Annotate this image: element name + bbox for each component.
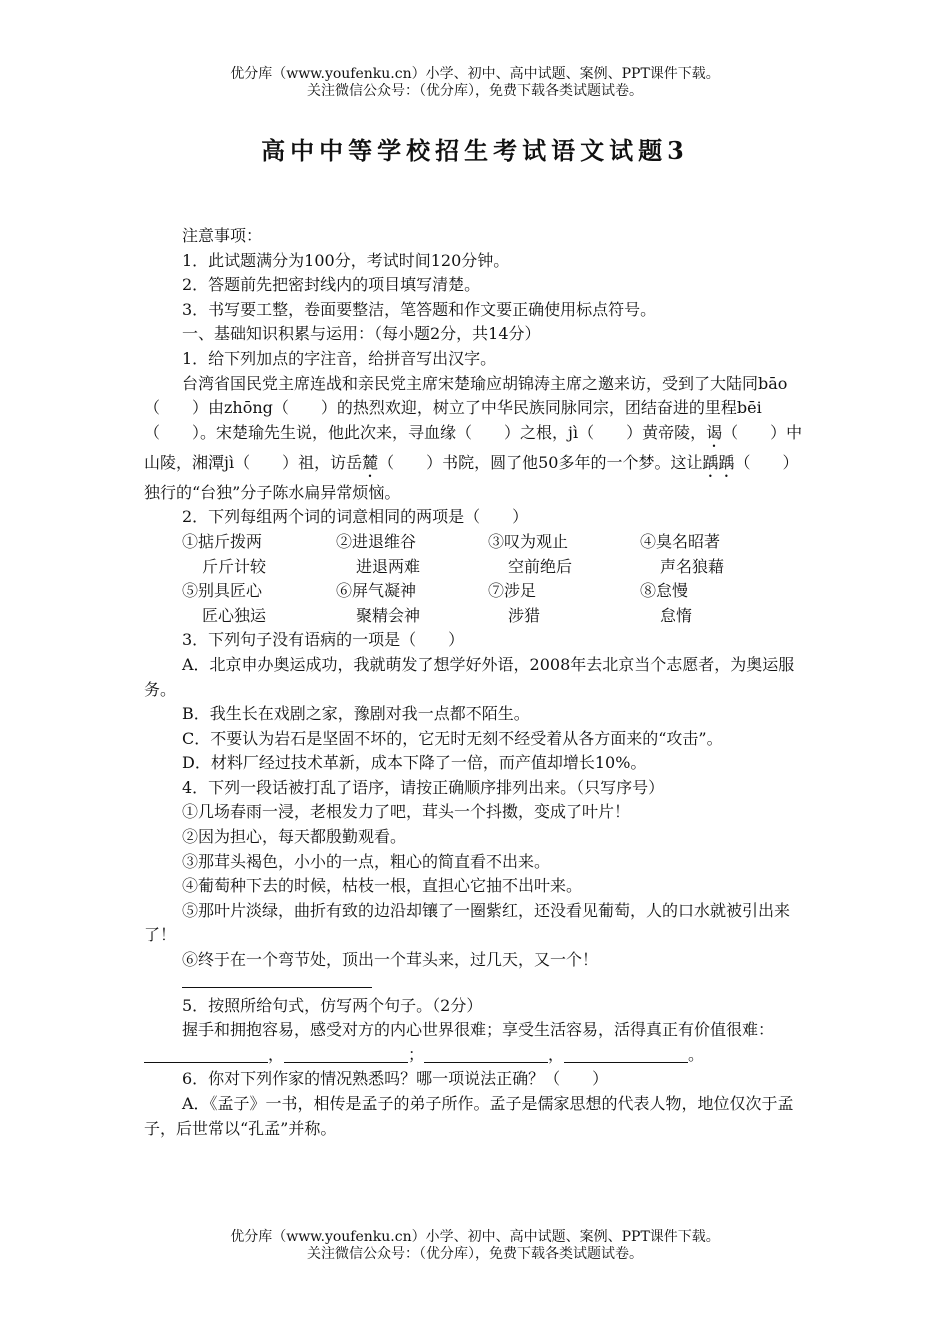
option: 空前绝后 [508, 556, 573, 576]
q2-options-row [144, 579, 810, 604]
option: ⑥屏气凝神 [336, 581, 417, 601]
answer-blank [424, 1046, 548, 1063]
q4-answer-line [182, 979, 372, 988]
q6-option-a: A．《孟子》一书，相传是孟子的弟子所作。孟子是儒家思想的代表人物，地位仅次于孟子，后世常以“孔孟”并称。 [144, 1094, 794, 1138]
option: ⑧怠慢 [640, 581, 689, 601]
option: ⑤别具匠心 [182, 581, 263, 601]
q3-option-a: A．北京申办奥运成功，我就萌发了想学好外语，2008年去北京当个志愿者，为奥运服务。 [144, 654, 795, 699]
q6-stem: 6．你对下列作家的情况熟悉吗？哪一项说法正确？（ ） [182, 1069, 609, 1089]
footer-line-2: 关注微信公众号：（优分库），免费下载各类试题试卷。 [307, 1246, 643, 1262]
q3-stem: 3．下列句子没有语病的一项是（ ） [182, 630, 465, 650]
dotted-char: 谒 [706, 422, 723, 442]
header-line-2: 关注微信公众号：（优分库），免费下载各类试题试卷。 [307, 83, 643, 99]
q3-option-b: B．我生长在戏剧之家，豫剧对我一点都不陌生。 [182, 704, 530, 724]
option: 声名狼藉 [660, 556, 725, 576]
q2-stem: 2．下列每组两个词的词意相同的两项是（ ） [182, 507, 529, 527]
page-title: 高中中等学校招生考试语文试题3 [261, 136, 689, 165]
option: ④臭名昭著 [640, 531, 721, 551]
q2-options-row [144, 604, 810, 629]
note-item: 1．此试题满分为100分，考试时间120分钟。 [182, 250, 510, 270]
q2-options-row [144, 555, 810, 580]
option: 怠惰 [660, 605, 693, 625]
q4-item: ⑤那叶片淡绿，曲折有致的边沿却镶了一圈紫红，还没看见葡萄，人的口水就被引出来了！ [144, 900, 791, 945]
exam-body [144, 224, 810, 1141]
q3-option-c: C．不要认为岩石是坚固不坏的，它无时无刻不经受着从各方面来的“攻击”。 [182, 728, 723, 748]
option: 斤斤计较 [202, 556, 267, 576]
q4-item: ④葡萄种下去的时候，枯枝一根，直担心它抽不出叶来。 [182, 876, 583, 896]
footer-line-1: 优分库（www.youfenku.cn）小学、初中、高中试题、案例、PPT课件下载。 [230, 1229, 720, 1245]
q2-options-row [144, 530, 810, 555]
dotted-char: 踽踽 [702, 452, 735, 472]
option: ①掂斤拨两 [182, 531, 263, 551]
q4-item: ①几场春雨一浸，老根发力了吧，茸头一个抖擞，变成了叶片！ [182, 802, 631, 822]
option: ③叹为观止 [488, 531, 569, 551]
q1-stem: 1．给下列加点的字注音，给拼音写出汉字。 [182, 348, 497, 368]
dotted-char: 麓 [362, 452, 379, 472]
q4-item: ②因为担心，每天都殷勤观看。 [182, 827, 407, 847]
answer-blank [564, 1046, 688, 1063]
note-item: 3．书写要工整，卷面要整洁，笔答题和作文要正确使用标点符号。 [182, 299, 657, 319]
q4-item: ③那茸头褐色，小小的一点，粗心的简直看不出来。 [182, 851, 551, 871]
page-footer [0, 1229, 950, 1263]
option: 涉猎 [508, 605, 541, 625]
q5-text: 握手和拥抱容易，感受对方的内心世界很难；享受生活容易，活得真正有价值很难：， ； ， 。 [144, 1018, 810, 1067]
header-line-1: 优分库（www.youfenku.cn）小学、初中、高中试题、案例、PPT课件下载。 [230, 66, 720, 82]
page-header [0, 66, 950, 100]
answer-blank [144, 1046, 268, 1063]
q4-item: ⑥终于在一个弯节处，顶出一个茸头来，过几天，又一个！ [182, 950, 599, 970]
option: 匠心独运 [202, 605, 267, 625]
answer-blank [284, 1046, 408, 1063]
q3-option-d: D．材料厂经过技术革新，成本下降了一倍，而产值却增长10%。 [182, 753, 647, 773]
notes-heading: 注意事项： [182, 226, 263, 245]
option: 进退两难 [356, 556, 421, 576]
option: ⑦涉足 [488, 581, 537, 601]
q1-passage: 台湾省国民党主席连战和亲民党主席宋楚瑜应胡锦涛主席之邀来访，受到了大陆同bāo（ ）由zhōng（ ）的热烈欢迎，树立了中华民族同脉同宗，团结奋进的里程bēi（ ）。宋楚瑜先生说，他此次来，寻血缘（ ）之根，jì（ ）黄帝陵，谒（ ）中山陵，湘潭jì（ ）祖，访岳麓（ ）书院，圆了他50多年的一个梦。这让踽踽（ ）独行的“台独”分子陈水扁异常烦恼。 [144, 373, 803, 502]
note-item: 2．答题前先把密封线内的项目填写清楚。 [182, 275, 481, 295]
option: ②进退维谷 [336, 531, 417, 551]
option: 聚精会神 [356, 605, 421, 625]
q4-stem: 4．下列一段话被打乱了语序，请按正确顺序排列出来。（只写序号） [182, 777, 665, 797]
q5-stem: 5．按照所给句式，仿写两个句子。（2分） [182, 995, 483, 1015]
section-heading: 一、基础知识积累与运用：（每小题2分，共14分） [182, 324, 541, 344]
